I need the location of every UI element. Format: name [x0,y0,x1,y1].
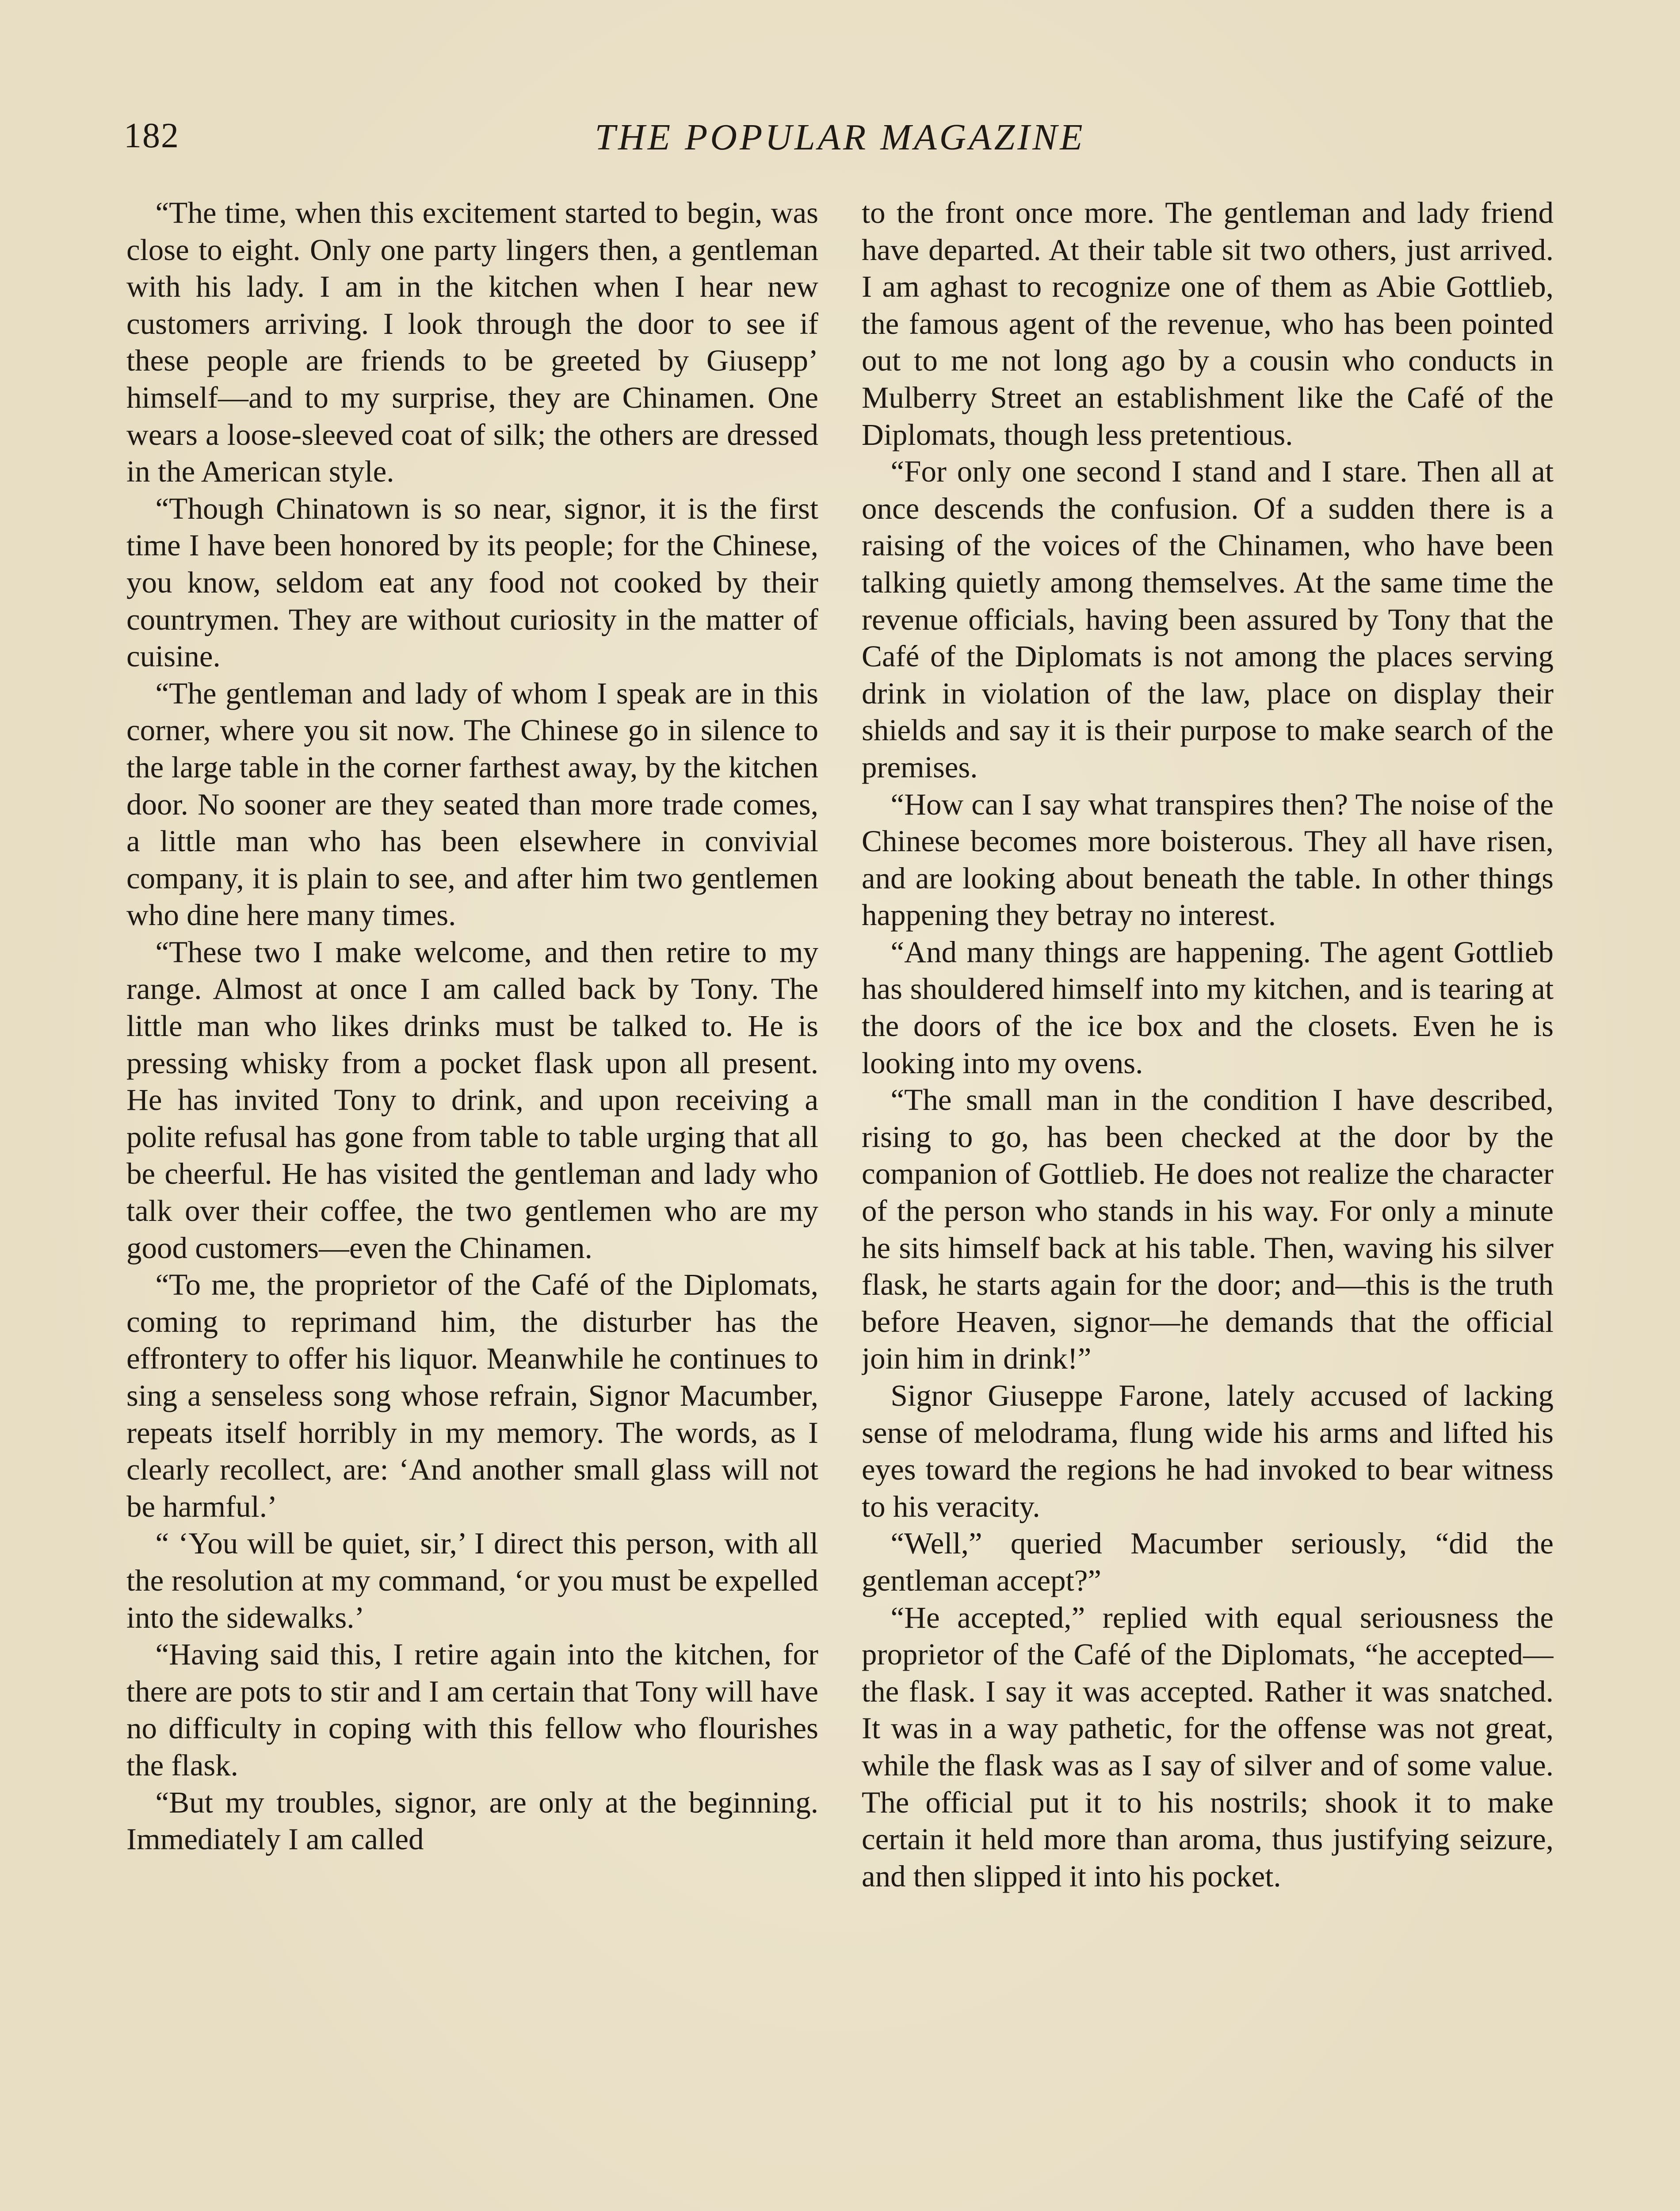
paragraph: “Though Chinatown is so near, signor, it is the first time I have been honored by its people; for the Chinese, you know, seldom eat any food not cooked by their countrymen. They are without curiosity in the matter of cuisine. [126,491,818,673]
running-title: THE POPULAR MAGAZINE [595,117,1085,158]
paragraph: “The small man in the condition I have described, rising to go, has been checked at the door by the companion of Gottlieb. He does not realize the character of the person who stands in his way. For only a minute he sits himself back at his table. Then, waving his silver flask, he starts again for the door; and—this is the truth before Heaven, signor—he demands that the official join him in drink!” [862,1083,1554,1376]
text-columns [126,195,1554,2211]
paragraph: “These two I make welcome, and then retire to my range. Almost at once I am called back by Tony. The little man who likes drinks must be talked to. He is pressing whisky from a pocket flask upon all present. He has invited Tony to drink, and upon receiving a polite refusal has gone from table to table urging that all be cheerful. He has visited the gentleman and lady who talk over their coffee, the two gentlemen who are my good customers—even the Chinamen. [126,935,818,1265]
paragraph: “But my troubles, signor, are only at the beginning. Immediately I am called [126,1785,818,1856]
paragraph: “Well,” queried Macumber seriously, “did the gentleman accept?” [862,1526,1554,1597]
right-column [862,195,1554,2211]
page-header [124,116,1556,169]
paragraph: “He accepted,” replied with equal seriousness the proprietor of the Café of the Diplomats, “he accepted—the flask. I say it was accepted. Rather it was snatched. It was in a way pathetic, for the offense was not great, while the flask was as I say of silver and of some value. The official put it to his nostrils; shook it to make certain it held more than aroma, thus justifying seizure, and then slipped it into his pocket. [862,1600,1554,1893]
paragraph: “Having said this, I retire again into the kitchen, for there are pots to stir and I am certain that Tony will have no difficulty in coping with this fellow who flourishes the flask. [126,1637,818,1782]
paragraph: “The time, when this excitement started to begin, was close to eight. Only one party lingers then, a gentleman with his lady. I am in the kitchen when I hear new customers arriving. I look through the door to see if these people are friends to be greeted by Giusepp’ himself—and to my surprise, they are Chinamen. One wears a loose-sleeved coat of silk; the others are dressed in the American style. [126,196,818,489]
paragraph: “The gentleman and lady of whom I speak are in this corner, where you sit now. The Chinese go in silence to the large table in the corner farthest away, by the kitchen door. No sooner are they seated than more trade comes, a little man who has been elsewhere in convivial company, it is plain to see, and after him two gentlemen who dine here many times. [126,676,818,932]
paragraph: “ ‘You will be quiet, sir,’ I direct this person, with all the resolution at my command, ‘or you must be expelled into the sidewalks.’ [126,1526,818,1634]
paragraph: “To me, the proprietor of the Café of the Diplomats, coming to reprimand him, the disturber has the effrontery to offer his liquor. Meanwhile he continues to sing a senseless song whose refrain, Signor Macumber, repeats itself horribly in my memory. The words, as I clearly recollect, are: ‘And another small glass will not be harmful.’ [126,1268,818,1523]
paragraph: “For only one second I stand and I stare. Then all at once descends the confusion. Of a sudden there is a raising of the voices of the Chinamen, who have been talking quietly among themselves. At the same time the revenue officials, having been assured by Tony that the Café of the Diplomats is not among the places serving drink in violation of the law, place on display their shields and say it is their purpose to make search of the premises. [862,455,1554,784]
paragraph-continuation: to the front once more. The gentleman and lady friend have departed. At their table sit two others, just arrived. I am aghast to recognize one of them as Abie Gottlieb, the famous agent of the revenue, who has been pointed out to me not long ago by a cousin who conducts in Mulberry Street an establishment like the Café of the Diplomats, though less pretentious. [862,196,1554,451]
paragraph: “And many things are happening. The agent Gottlieb has shouldered himself into my kitchen, and is tearing at the doors of the ice box and the closets. Even he is looking into my ovens. [862,935,1554,1080]
paragraph: Signor Giuseppe Farone, lately accused of lacking sense of melodrama, flung wide his arms and lifted his eyes toward the regions he had invoked to bear witness to his veracity. [862,1379,1554,1523]
paragraph: “How can I say what transpires then? The noise of the Chinese becomes more boisterous. They all have risen, and are looking about beneath the table. In other things happening they betray no interest. [862,787,1554,932]
page-number: 182 [124,116,179,155]
left-column [126,195,818,2211]
